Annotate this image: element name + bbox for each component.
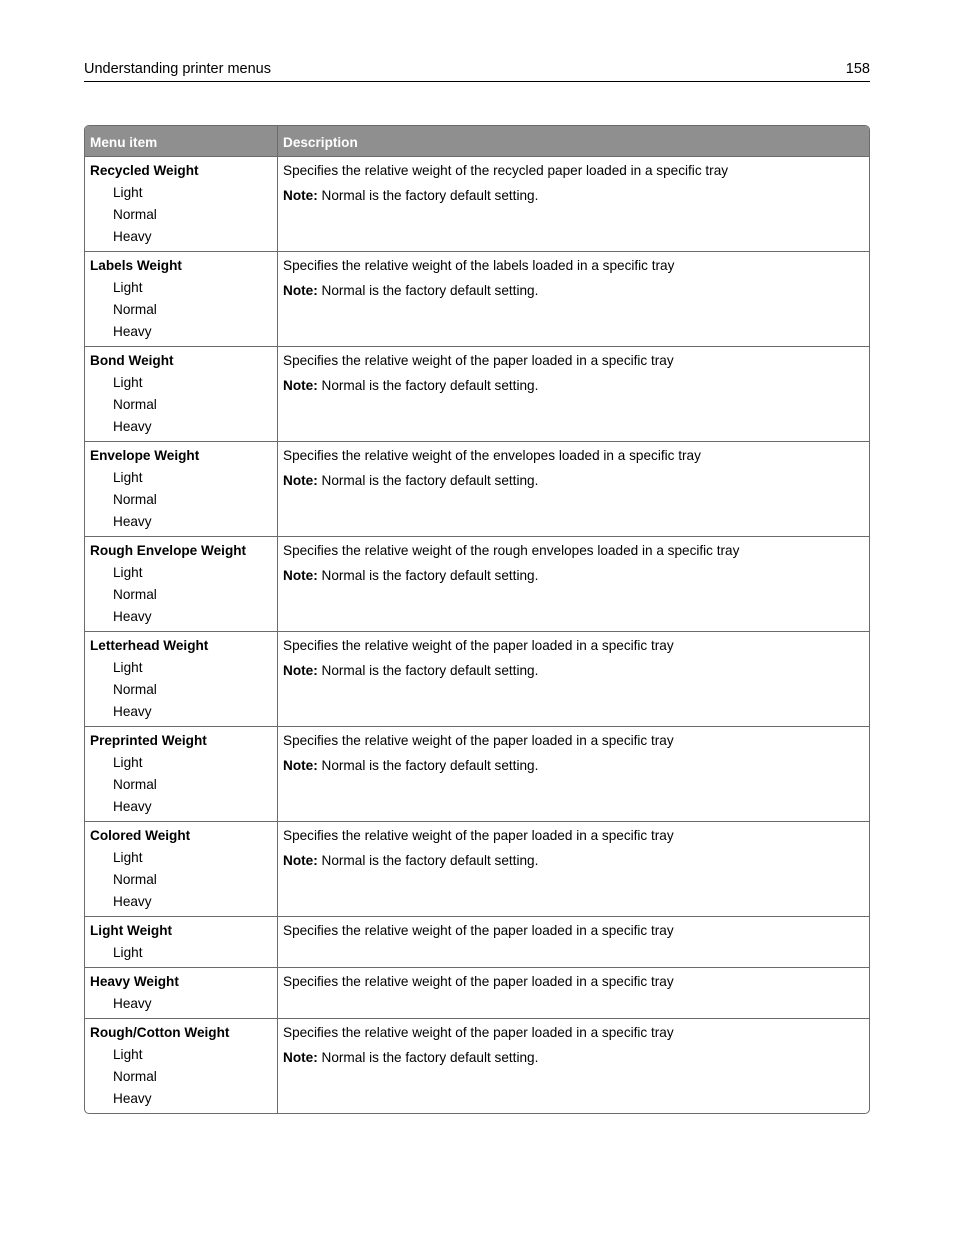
description-cell	[278, 916, 869, 967]
description-text: Specifies the relative weight of the paper loaded in a specific tray	[283, 353, 674, 368]
note-label: Note:	[283, 853, 318, 868]
note-text: Normal is the factory default setting.	[317, 378, 539, 393]
menu-item-name: Heavy Weight	[90, 974, 179, 989]
table-row	[85, 1018, 869, 1113]
menu-option: Heavy	[113, 799, 152, 814]
table-row	[85, 726, 869, 821]
menu-option: Heavy	[113, 1091, 152, 1106]
menu-item-name: Recycled Weight	[90, 163, 199, 178]
note-label: Note:	[283, 283, 318, 298]
table-row	[85, 967, 869, 1018]
note-label: Note:	[283, 568, 318, 583]
menu-item-cell	[85, 441, 278, 536]
table-row	[85, 441, 869, 536]
menu-option: Light	[113, 1047, 143, 1062]
note-text: Normal is the factory default setting.	[317, 283, 539, 298]
description-text: Specifies the relative weight of the paper loaded in a specific tray	[283, 923, 674, 938]
menu-option: Normal	[113, 682, 157, 697]
description-text: Specifies the relative weight of the paper loaded in a specific tray	[283, 974, 674, 989]
menu-item-cell	[85, 726, 278, 821]
table-row	[85, 156, 869, 251]
description-text: Specifies the relative weight of the rough envelopes loaded in a specific tray	[283, 543, 740, 558]
table-row	[85, 536, 869, 631]
page-number: 158	[845, 61, 870, 77]
description-cell	[278, 536, 869, 631]
menu-option: Normal	[113, 587, 157, 602]
menu-option: Light	[113, 660, 143, 675]
menu-option: Light	[113, 850, 143, 865]
description-cell	[278, 726, 869, 821]
note-text: Normal is the factory default setting.	[317, 188, 539, 203]
note-label: Note:	[283, 473, 318, 488]
note-label: Note:	[283, 663, 318, 678]
description-text: Specifies the relative weight of the paper loaded in a specific tray	[283, 733, 674, 748]
menu-option: Heavy	[113, 996, 152, 1011]
note-text: Normal is the factory default setting.	[317, 1050, 539, 1065]
menu-item-cell	[85, 251, 278, 346]
note-text: Normal is the factory default setting.	[317, 853, 539, 868]
menu-option: Light	[113, 755, 143, 770]
description-text: Specifies the relative weight of the envelopes loaded in a specific tray	[283, 448, 701, 463]
note-label: Note:	[283, 758, 318, 773]
description-text: Specifies the relative weight of the recycled paper loaded in a specific tray	[283, 163, 729, 178]
menu-option: Heavy	[113, 609, 152, 624]
menu-item-cell	[85, 967, 278, 1018]
menu-option: Normal	[113, 207, 157, 222]
note	[283, 283, 538, 298]
note-label: Note:	[283, 378, 318, 393]
description-cell	[278, 346, 869, 441]
menu-item-cell	[85, 631, 278, 726]
description-text: Specifies the relative weight of the paper loaded in a specific tray	[283, 828, 674, 843]
description-text: Specifies the relative weight of the paper loaded in a specific tray	[283, 638, 674, 653]
note	[283, 568, 538, 583]
menu-option: Light	[113, 945, 143, 960]
menu-item-name: Colored Weight	[90, 828, 191, 843]
menu-option: Normal	[113, 777, 157, 792]
menu-option: Normal	[113, 397, 157, 412]
menu-option: Heavy	[113, 229, 152, 244]
column-header-menu-item: Menu item	[85, 126, 278, 156]
note	[283, 1050, 538, 1065]
description-cell	[278, 967, 869, 1018]
menu-option: Heavy	[113, 514, 152, 529]
note	[283, 758, 538, 773]
description-text: Specifies the relative weight of the labels loaded in a specific tray	[283, 258, 675, 273]
menu-option: Heavy	[113, 894, 152, 909]
menu-option: Light	[113, 185, 143, 200]
description-cell	[278, 1018, 869, 1113]
description-cell	[278, 631, 869, 726]
menu-item-cell	[85, 1018, 278, 1113]
menu-item-cell	[85, 821, 278, 916]
menu-item-name: Rough Envelope Weight	[90, 543, 247, 558]
note	[283, 188, 538, 203]
note-text: Normal is the factory default setting.	[317, 758, 539, 773]
menu-item-name: Light Weight	[90, 923, 173, 938]
note-text: Normal is the factory default setting.	[317, 473, 539, 488]
menu-table	[84, 125, 870, 1114]
menu-item-cell	[85, 346, 278, 441]
menu-option: Normal	[113, 492, 157, 507]
note-label: Note:	[283, 188, 318, 203]
menu-option: Normal	[113, 1069, 157, 1084]
table-row	[85, 346, 869, 441]
menu-item-name: Letterhead Weight	[90, 638, 209, 653]
note-text: Normal is the factory default setting.	[317, 663, 539, 678]
note-label: Note:	[283, 1050, 318, 1065]
menu-item-name: Labels Weight	[90, 258, 182, 273]
menu-option: Light	[113, 375, 143, 390]
note	[283, 378, 538, 393]
description-cell	[278, 251, 869, 346]
menu-option: Light	[113, 470, 143, 485]
table-row	[85, 821, 869, 916]
table-row	[85, 251, 869, 346]
menu-option: Normal	[113, 872, 157, 887]
table-header-row	[85, 126, 869, 156]
menu-item-cell	[85, 156, 278, 251]
menu-item-name: Bond Weight	[90, 353, 174, 368]
description-cell	[278, 441, 869, 536]
menu-item-name: Rough/Cotton Weight	[90, 1025, 230, 1040]
note	[283, 853, 538, 868]
column-header-description: Description	[278, 126, 869, 156]
note	[283, 473, 538, 488]
menu-option: Heavy	[113, 419, 152, 434]
menu-item-name: Preprinted Weight	[90, 733, 207, 748]
menu-item-cell	[85, 916, 278, 967]
table-row	[85, 916, 869, 967]
table-row	[85, 631, 869, 726]
description-text: Specifies the relative weight of the paper loaded in a specific tray	[283, 1025, 674, 1040]
menu-option: Light	[113, 565, 143, 580]
description-cell	[278, 821, 869, 916]
menu-item-name: Envelope Weight	[90, 448, 200, 463]
note-text: Normal is the factory default setting.	[317, 568, 539, 583]
page-title: Understanding printer menus	[84, 61, 271, 77]
menu-option: Heavy	[113, 704, 152, 719]
menu-item-cell	[85, 536, 278, 631]
description-cell	[278, 156, 869, 251]
menu-option: Heavy	[113, 324, 152, 339]
menu-option: Normal	[113, 302, 157, 317]
menu-option: Light	[113, 280, 143, 295]
page-header	[84, 58, 870, 82]
note	[283, 663, 538, 678]
